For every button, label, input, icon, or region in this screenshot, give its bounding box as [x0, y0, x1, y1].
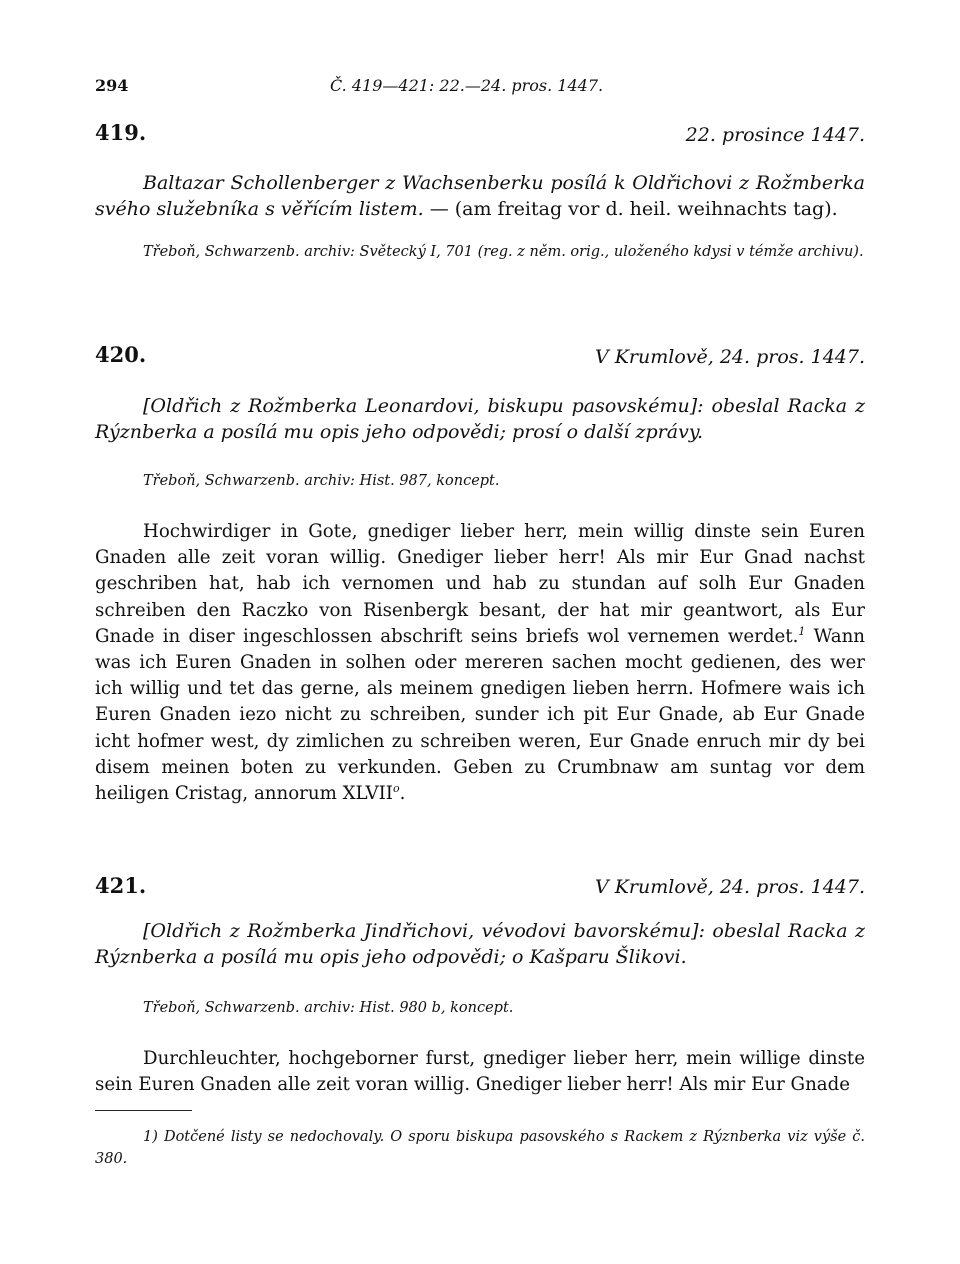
entry-number-419: 419. — [95, 120, 147, 145]
letter-text-continued: Wann was ich Euren Gnaden in solhen oder mereren sachen mocht gedienen, des wer ich willig und tet das gerne, als meinem gnedigen lieben herrn. Hofmere wais ich Euren Gnaden iezo nicht zu schreiben, sunder ich pit Eur Gnade, ab Eur Gnade icht hofmer west, dy zimlichen zu schreiben weren, Eur Gnade enruch mir dy bei disem meinen boten zu verkunden. Geben zu Crumbnaw am suntag vor dem heiligen Cristag, annorum XLVII — [95, 625, 865, 805]
source-text: Třeboň, Schwarzenb. archiv: Hist. 987, koncept. — [143, 473, 500, 489]
entry-number-420: 420. — [95, 342, 147, 367]
regest-date-note: (am freitag vor d. heil. weihnachts tag). — [454, 198, 838, 220]
entry-text-420 — [95, 519, 865, 807]
entry-source-419 — [95, 241, 865, 263]
footnote-divider — [95, 1110, 192, 1111]
letter-text-end: . — [399, 783, 406, 805]
page-number: 294 — [95, 76, 129, 95]
regest-text: [Oldřich z Rožmberka Jindřichovi, vévodovi bavorskému]: obeslal Racka z Rýznberka a posílá mu opis jeho odpovědi; o Kašparu Šlikovi. — [95, 920, 865, 968]
source-text: Třeboň, Schwarzenb. archiv: Hist. 980 b, koncept. — [143, 1000, 514, 1016]
entry-date-420: V Krumlově, 24. pros. 1447. — [594, 346, 865, 368]
ordinal-superscript: o — [392, 781, 400, 795]
footnote — [95, 1126, 865, 1170]
entry-date-421: V Krumlově, 24. pros. 1447. — [594, 876, 865, 898]
entry-regest-419 — [95, 170, 865, 222]
regest-text: Baltazar Schollenberger z Wachsenberku posílá k Oldřichovi z Rožmberka svého služebníka s věřícím listem. — — [95, 172, 865, 220]
regest-text: [Oldřich z Rožmberka Leonardovi, biskupu pasovskému]: obeslal Racka z Rýznberka a posílá mu opis jeho odpovědi; prosí o další zprávy. — [95, 395, 865, 443]
entry-source-421 — [95, 997, 865, 1019]
footnote-text: 1) Dotčené listy se nedochovaly. O sporu biskupa pasovského s Rackem z Rýznberka viz výše č. 380. — [95, 1129, 865, 1167]
source-text: Třeboň, Schwarzenb. archiv: Světecký I, 701 (reg. z něm. orig., uloženého kdysi v témže archivu). — [143, 244, 864, 260]
entry-text-421 — [95, 1046, 865, 1098]
running-title: Č. 419—421: 22.—24. pros. 1447. — [330, 76, 604, 95]
entry-regest-420 — [95, 393, 865, 445]
entry-regest-421 — [95, 918, 865, 970]
entry-date-419: 22. prosince 1447. — [685, 124, 865, 146]
entry-number-421: 421. — [95, 873, 147, 898]
letter-text: Durchleuchter, hochgeborner furst, gnediger lieber herr, mein willige dinste sein Euren Gnaden alle zeit voran willig. Gnediger lieber herr! Als mir Eur Gnade — [95, 1048, 865, 1096]
footnote-mark: 1 — [798, 624, 806, 638]
entry-source-420 — [95, 470, 865, 492]
letter-text: Hochwirdiger in Gote, gnediger lieber herr, mein willig dinste sein Euren Gnaden alle zeit voran willig. Gnediger lieber herr! Als mir Eur Gnad nachst geschriben hat, hab ich vernomen und hab zu stundan auf solh Eur Gnaden schreiben den Raczko von Risenbergk besant, der hat mir geantwort, als Eur Gnade in diser ingeschlossen abschrift seins briefs wol vernemen werdet. — [95, 521, 865, 647]
